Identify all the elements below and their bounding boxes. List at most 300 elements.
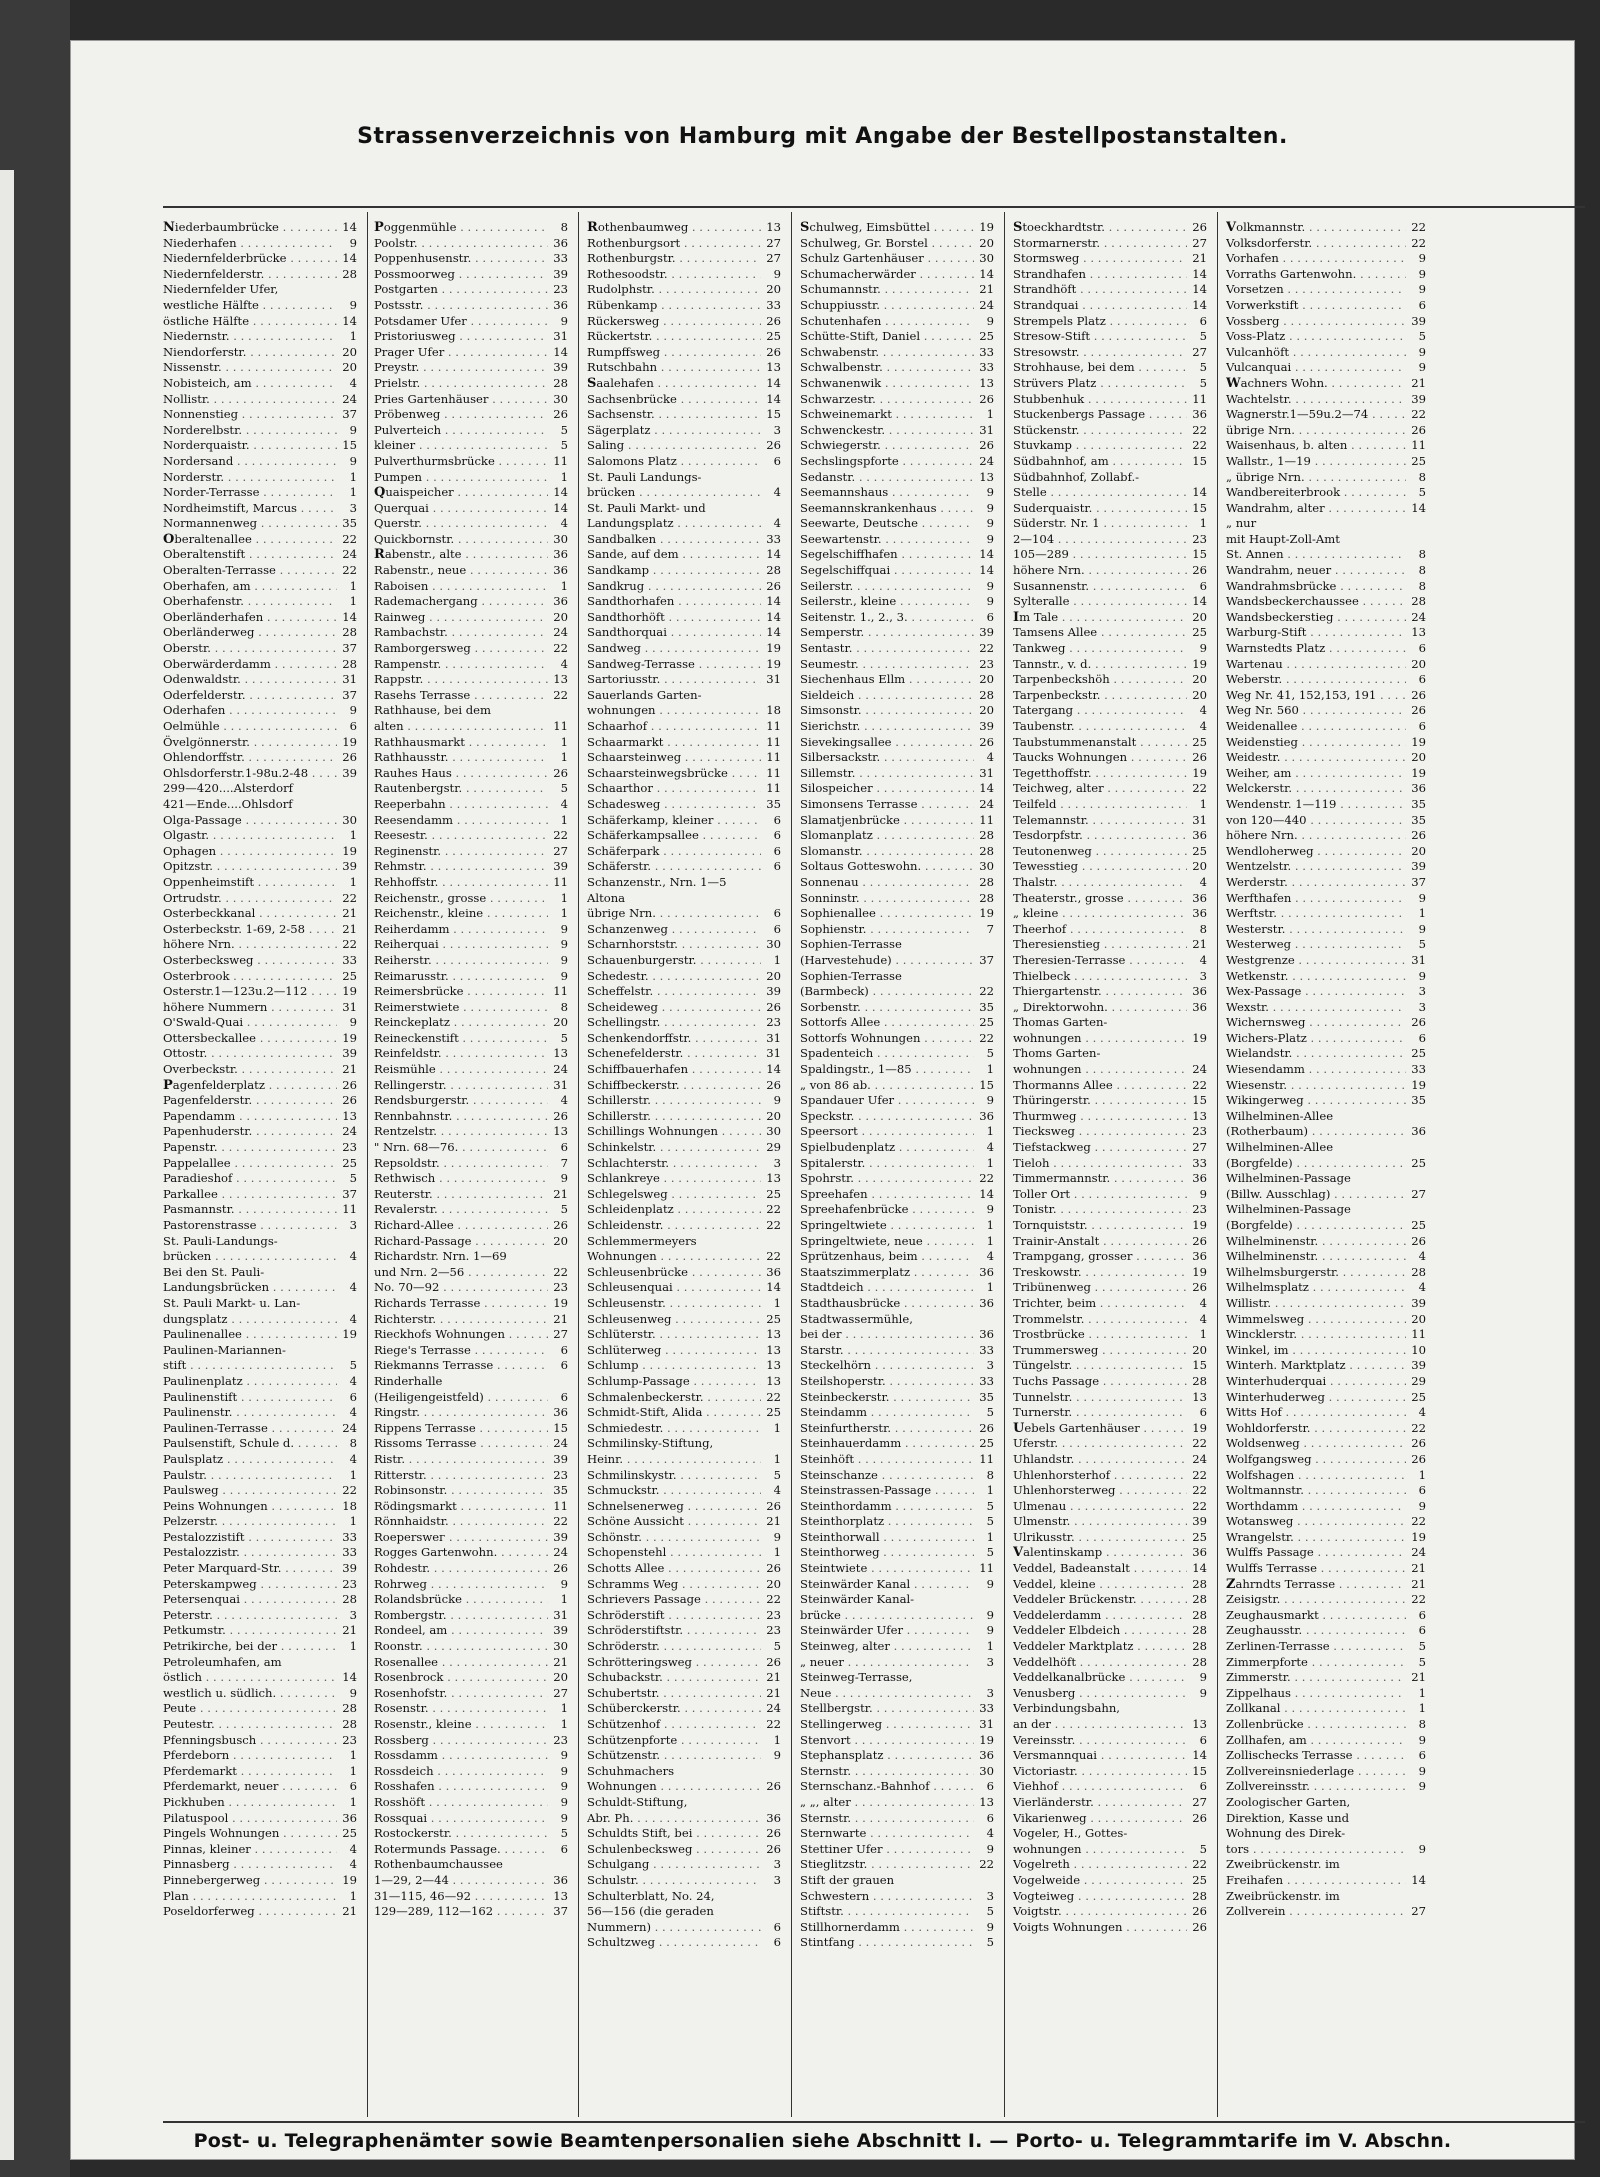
street-entry <box>800 937 994 953</box>
postal-office-number: 4 <box>560 1093 568 1108</box>
postal-office-number: 19 <box>1411 1529 1426 1544</box>
street-entry <box>1226 407 1426 423</box>
street-name: Wex-Passage . . . <box>1226 984 1406 1000</box>
street-name: Oelmühle . . . <box>163 719 337 735</box>
postal-office-number <box>337 797 357 813</box>
street-name: Weberstr. . . . <box>1226 672 1406 688</box>
postal-office-number: 19 <box>979 220 994 234</box>
street-name: (Heiligengeistfeld) . . . <box>374 1390 548 1406</box>
postal-office-number: 13 <box>766 1171 781 1186</box>
street-entry <box>800 1795 994 1811</box>
postal-office-number: 5 <box>1418 329 1426 344</box>
street-entry <box>374 1265 568 1281</box>
street-entry <box>587 859 781 875</box>
postal-office-number: 15 <box>1192 1093 1207 1108</box>
street-name: (Barmbeck) . . . <box>800 984 974 1000</box>
street-entry <box>374 797 568 813</box>
postal-office-number: 1 <box>986 1529 994 1544</box>
street-name: Rückertstr. . . . <box>587 329 761 345</box>
street-name: Rentzelstr. . . . <box>374 1124 548 1140</box>
street-name: Wartenau . . . <box>1226 657 1406 673</box>
postal-office-number: 30 <box>553 1639 568 1654</box>
street-name: Zweibrückenstr. im <box>1226 1888 1340 1903</box>
street-entry <box>587 1935 781 1951</box>
postal-office-number: 22 <box>979 1857 994 1872</box>
street-name: Stadthausbrücke . . . <box>800 1296 974 1312</box>
postal-office-number: 21 <box>766 1685 781 1700</box>
postal-office-number: 4 <box>349 1249 357 1264</box>
street-entry <box>163 282 357 298</box>
postal-office-number: 22 <box>342 937 357 952</box>
street-name: Sedanstr. . . . <box>800 470 974 486</box>
postal-office-number: 9 <box>349 453 357 468</box>
postal-office-number: 27 <box>553 843 568 858</box>
postal-office-number: 4 <box>349 1280 357 1295</box>
postal-office-number: 28 <box>979 890 994 905</box>
street-entry <box>374 657 568 673</box>
postal-office-number: 27 <box>1411 1186 1426 1201</box>
street-name: Ritterstr. . . . <box>374 1468 548 1484</box>
street-name: Steinweg-Terrasse, <box>800 1670 913 1685</box>
postal-office-number: 19 <box>1192 765 1207 780</box>
street-name: Rossberg . . . <box>374 1733 548 1749</box>
street-entry <box>1013 969 1207 985</box>
postal-office-number: 19 <box>342 984 357 999</box>
street-entry <box>1226 781 1426 797</box>
postal-office-number: 33 <box>766 297 781 312</box>
street-entry <box>587 438 781 454</box>
postal-office-number: 13 <box>1192 1717 1207 1731</box>
street-entry <box>587 735 781 751</box>
postal-office-number: 26 <box>1411 1436 1426 1451</box>
street-entry <box>587 236 781 252</box>
street-name: Winkel, im . . . <box>1226 1343 1406 1359</box>
street-entry <box>374 392 568 408</box>
postal-office-number: 1 <box>560 1701 568 1716</box>
street-entry <box>163 844 357 860</box>
postal-office-number: 37 <box>553 1904 568 1919</box>
postal-office-number: 26 <box>766 1077 781 1092</box>
postal-office-number: 26 <box>979 438 994 453</box>
street-entry <box>374 1748 568 1764</box>
street-entry <box>587 797 781 813</box>
street-entry <box>587 579 781 595</box>
street-name: Reiherdamm . . . <box>374 922 548 938</box>
street-entry <box>587 1109 781 1125</box>
street-entry <box>1013 1811 1207 1827</box>
street-entry <box>163 766 357 782</box>
street-name: Osterbecksweg . . . <box>163 953 337 969</box>
street-entry <box>1226 1046 1426 1062</box>
street-name: Victoriastr. . . . <box>1013 1764 1187 1780</box>
postal-office-number: 5 <box>986 1904 994 1919</box>
street-name: Wilhelminenstr. . . . <box>1226 1249 1406 1265</box>
street-entry <box>1013 1795 1207 1811</box>
street-entry <box>800 766 994 782</box>
postal-office-number: 4 <box>560 516 568 531</box>
street-name: Westerweg . . . <box>1226 937 1406 953</box>
street-entry <box>374 532 568 548</box>
postal-office-number: 20 <box>342 360 357 375</box>
postal-office-number: 4 <box>349 1857 357 1872</box>
street-entry <box>1226 641 1426 657</box>
street-entry <box>1013 719 1207 735</box>
street-entry <box>374 1374 568 1390</box>
street-entry <box>163 516 357 532</box>
postal-office-number: 9 <box>1418 890 1426 905</box>
street-name: Vossberg . . . <box>1226 314 1406 330</box>
street-name: Schanzenweg . . . <box>587 922 761 938</box>
street-entry <box>587 1468 781 1484</box>
street-entry <box>587 657 781 673</box>
postal-office-number: 1 <box>1418 1685 1426 1700</box>
street-entry <box>1013 1468 1207 1484</box>
street-name: Altona <box>587 890 626 905</box>
street-entry <box>1013 1156 1207 1172</box>
postal-office-number: 9 <box>773 1529 781 1544</box>
street-name: Sandkrug . . . <box>587 579 761 595</box>
street-entry <box>374 1483 568 1499</box>
postal-office-number: 14 <box>979 266 994 281</box>
street-name: Vulcanquai . . . <box>1226 360 1406 376</box>
street-name: Speckstr. . . . <box>800 1109 974 1125</box>
postal-office-number: 8 <box>1418 563 1426 578</box>
postal-office-number: 31 <box>766 1046 781 1061</box>
street-name: Schmalenbeckerstr. . . . <box>587 1390 761 1406</box>
street-entry <box>1226 735 1426 751</box>
postal-office-number: 1 <box>773 1545 781 1560</box>
street-entry <box>587 1779 781 1795</box>
postal-office-number: 1 <box>986 1639 994 1654</box>
postal-office-number: 14 <box>766 1062 781 1077</box>
street-entry <box>1226 1390 1426 1406</box>
street-entry <box>1013 1234 1207 1250</box>
postal-office-number: 8 <box>986 1467 994 1482</box>
street-entry <box>163 1577 357 1593</box>
street-name: Spreehafen . . . <box>800 1187 974 1203</box>
postal-office-number: 3 <box>773 1872 781 1887</box>
street-entry <box>163 1390 357 1406</box>
postal-office-number: 1 <box>560 906 568 921</box>
street-name: Sandthorquai . . . <box>587 625 761 641</box>
postal-office-number: 28 <box>342 1717 357 1731</box>
street-name: Rambachstr. . . . <box>374 625 548 641</box>
street-name: Paulsplatz . . . <box>163 1452 337 1468</box>
street-entry <box>800 953 994 969</box>
street-entry <box>587 1140 781 1156</box>
street-name: Sternstr. . . . <box>800 1811 974 1827</box>
postal-office-number: 20 <box>1411 750 1426 765</box>
street-entry <box>1226 501 1426 517</box>
postal-office-number: 31 <box>979 422 994 437</box>
street-name: Schönstr. . . . <box>587 1530 761 1546</box>
street-name: Pröbenweg . . . <box>374 407 548 423</box>
street-name: Richterstr. . . . <box>374 1312 548 1328</box>
postal-office-number: 14 <box>1192 594 1207 609</box>
street-name: Schleusenbrücke . . . <box>587 1265 761 1281</box>
postal-office-number: 21 <box>553 1186 568 1201</box>
postal-office-number: 14 <box>979 547 994 562</box>
street-name: 56—156 (die geraden <box>587 1904 714 1919</box>
street-name: Willistr. . . . <box>1226 1296 1406 1312</box>
street-entry <box>1226 1000 1426 1016</box>
postal-office-number: 13 <box>553 1888 568 1903</box>
street-name: Schlankreye . . . <box>587 1171 761 1187</box>
street-entry <box>374 298 568 314</box>
street-entry <box>163 953 357 969</box>
postal-office-number: 21 <box>766 1670 781 1685</box>
street-name: Peter Marquard-Str. . . . <box>163 1561 337 1577</box>
street-name: Steinwärder Kanal- <box>800 1592 915 1607</box>
street-name: Schellingstr. . . . <box>587 1015 761 1031</box>
street-name: Rappstr. . . . <box>374 672 548 688</box>
postal-office-number: 11 <box>1411 438 1426 453</box>
street-entry <box>1013 1000 1207 1016</box>
street-entry <box>800 906 994 922</box>
street-entry <box>1013 797 1207 813</box>
postal-office-number: 37 <box>342 687 357 702</box>
street-entry <box>1013 1920 1207 1936</box>
street-name: Ophagen . . . <box>163 844 337 860</box>
street-name: 299—420....Alsterdorf <box>163 781 293 796</box>
postal-office-number: 26 <box>766 1826 781 1841</box>
street-name: Warburg-Stift . . . <box>1226 625 1406 641</box>
street-entry <box>1226 1701 1426 1717</box>
postal-office-number: 9 <box>1418 1763 1426 1778</box>
street-name: Schedestr. . . . <box>587 969 761 985</box>
postal-office-number: 28 <box>1192 1888 1207 1903</box>
postal-office-number: 9 <box>986 1576 994 1591</box>
street-entry <box>163 719 357 735</box>
street-name: Paulinenstift . . . <box>163 1390 337 1406</box>
street-entry <box>374 1639 568 1655</box>
street-name: Schenefelderstr. . . . <box>587 1046 761 1062</box>
postal-office-number: 36 <box>1192 1171 1207 1186</box>
postal-office-number: 6 <box>986 1779 994 1794</box>
street-name: und Nrn. 2—56 . . . <box>374 1265 548 1281</box>
street-entry <box>587 984 781 1000</box>
postal-office-number: 26 <box>1411 1233 1426 1248</box>
street-entry <box>374 267 568 283</box>
street-name: Pilatuspool . . . <box>163 1811 337 1827</box>
street-entry <box>163 625 357 641</box>
street-name: wohnungen . . . <box>1013 1062 1187 1078</box>
street-name: Spandauer Ufer . . . <box>800 1093 974 1109</box>
postal-office-number <box>1406 1857 1426 1873</box>
street-entry <box>163 1468 357 1484</box>
street-entry <box>163 563 357 579</box>
street-name: 105—289 . . . <box>1013 547 1187 563</box>
street-entry <box>374 1592 568 1608</box>
postal-office-number: 36 <box>1192 1249 1207 1264</box>
street-entry <box>374 1811 568 1827</box>
street-name: Osterbeckstr. 1-69, 2-58 . . . <box>163 922 337 938</box>
street-entry <box>800 813 994 829</box>
postal-office-number: 35 <box>553 1483 568 1498</box>
street-name: Prager Ufer . . . <box>374 345 548 361</box>
postal-office-number: 14 <box>979 563 994 578</box>
street-entry <box>1226 1312 1426 1328</box>
street-entry <box>1013 298 1207 314</box>
street-entry <box>587 1171 781 1187</box>
street-entry <box>1013 1343 1207 1359</box>
postal-office-number: 37 <box>1411 874 1426 889</box>
postal-office-number: 33 <box>342 1529 357 1544</box>
postal-office-number <box>337 1343 357 1359</box>
street-entry <box>800 891 994 907</box>
street-name: Schlachterstr. . . . <box>587 1156 761 1172</box>
street-entry <box>374 688 568 704</box>
street-name: Theaterstr., grosse . . . <box>1013 891 1187 907</box>
postal-office-number: 1 <box>1199 1327 1207 1342</box>
street-entry <box>800 875 994 891</box>
street-name: Thomas Garten- <box>1013 1015 1108 1030</box>
street-name: Reginenstr. . . . <box>374 844 548 860</box>
street-entry <box>374 1187 568 1203</box>
postal-office-number: 37 <box>979 952 994 967</box>
street-entry <box>163 1421 357 1437</box>
postal-office-number: 22 <box>1192 781 1207 796</box>
street-entry <box>800 1733 994 1749</box>
postal-office-number: 24 <box>553 1436 568 1451</box>
street-entry <box>587 1608 781 1624</box>
street-name: Wrangelstr. . . . <box>1226 1530 1406 1546</box>
street-entry <box>163 1343 357 1359</box>
street-entry <box>1226 1545 1426 1561</box>
postal-office-number: 25 <box>1192 1529 1207 1544</box>
street-entry <box>587 1436 781 1452</box>
street-entry <box>587 1249 781 1265</box>
postal-office-number: 23 <box>766 1623 781 1638</box>
street-entry <box>1013 438 1207 454</box>
street-name: Steinhöft . . . <box>800 1452 974 1468</box>
postal-office-number: 1 <box>349 594 357 609</box>
street-entry <box>1013 1561 1207 1577</box>
postal-office-number <box>761 501 781 517</box>
street-name: Werderstr. . . . <box>1226 875 1406 891</box>
street-entry <box>1013 314 1207 330</box>
street-name: Wandsbeckerchaussee . . . <box>1226 594 1406 610</box>
street-name: Oderhafen . . . <box>163 703 337 719</box>
street-name: Pingels Wohnungen . . . <box>163 1826 337 1842</box>
street-entry <box>163 1670 357 1686</box>
street-name: Sierichstr. . . . <box>800 719 974 735</box>
street-name: Schwalbenstr. . . . <box>800 360 974 376</box>
postal-office-number: 3 <box>773 422 781 437</box>
street-entry <box>163 1608 357 1624</box>
street-entry <box>374 1078 568 1094</box>
street-entry <box>163 1280 357 1296</box>
street-entry <box>1226 1842 1426 1858</box>
postal-office-number: 6 <box>773 921 781 936</box>
postal-office-number: 14 <box>553 500 568 515</box>
street-entry <box>800 1312 994 1328</box>
street-entry <box>587 1218 781 1234</box>
postal-office-number: 1 <box>349 1467 357 1482</box>
street-name: Schulenbecksweg . . . <box>587 1842 761 1858</box>
street-entry <box>374 922 568 938</box>
street-name: Wandsbeckerstieg . . . <box>1226 610 1406 626</box>
postal-office-number: 14 <box>1192 297 1207 312</box>
postal-office-number: 9 <box>986 485 994 500</box>
street-column-5 <box>1013 220 1207 2115</box>
postal-office-number: 22 <box>1192 1077 1207 1092</box>
street-name: Stettiner Ufer . . . <box>800 1842 974 1858</box>
postal-office-number: 5 <box>1418 1639 1426 1654</box>
street-entry <box>1013 1530 1207 1546</box>
street-name: Rolandsbrücke . . . <box>374 1592 548 1608</box>
postal-office-number: 15 <box>1192 453 1207 468</box>
postal-office-number: 5 <box>1199 1841 1207 1856</box>
postal-office-number: 22 <box>1192 1483 1207 1498</box>
street-entry <box>587 1031 781 1047</box>
street-name: Schütte-Stift, Daniel . . . <box>800 329 974 345</box>
postal-office-number: 5 <box>986 1514 994 1529</box>
postal-office-number: 21 <box>342 906 357 921</box>
postal-office-number: 20 <box>342 344 357 359</box>
postal-office-number: 4 <box>986 750 994 765</box>
street-name: Ottostr. . . . <box>163 1046 337 1062</box>
street-name: Rotermunds Passage. . . . <box>374 1842 548 1858</box>
street-entry <box>1226 1124 1426 1140</box>
postal-office-number: 7 <box>986 921 994 936</box>
street-entry <box>374 1436 568 1452</box>
street-entry <box>1226 1140 1426 1156</box>
street-name: Rossquai . . . <box>374 1811 548 1827</box>
street-entry <box>800 438 994 454</box>
street-entry <box>587 594 781 610</box>
street-entry <box>1226 1639 1426 1655</box>
street-entry <box>800 516 994 532</box>
street-entry <box>1226 937 1426 953</box>
street-name: Wiesendamm . . . <box>1226 1062 1406 1078</box>
street-entry <box>1226 875 1426 891</box>
street-entry <box>163 579 357 595</box>
street-name: O'Swald-Quai . . . <box>163 1015 337 1031</box>
street-entry <box>800 1779 994 1795</box>
postal-office-number: 39 <box>1192 1514 1207 1529</box>
postal-office-number: 23 <box>342 1140 357 1155</box>
postal-office-number: 9 <box>1418 251 1426 266</box>
street-entry <box>800 1701 994 1717</box>
postal-office-number: 30 <box>979 1763 994 1778</box>
street-name: Ulmenau . . . <box>1013 1499 1187 1515</box>
postal-office-number: 19 <box>342 1872 357 1887</box>
street-name: Pagenfelderstr. . . . <box>163 1093 337 1109</box>
postal-office-number: 13 <box>766 1327 781 1342</box>
postal-office-number: 9 <box>349 703 357 718</box>
street-name: Welckerstr. . . . <box>1226 781 1406 797</box>
street-entry <box>587 1795 781 1811</box>
street-entry <box>1013 1623 1207 1639</box>
postal-office-number: 9 <box>560 1763 568 1778</box>
postal-office-number: 30 <box>766 937 781 952</box>
street-name: „ neuer . . . <box>800 1655 974 1671</box>
postal-office-number: 4 <box>1418 1249 1426 1264</box>
street-entry <box>1226 1374 1426 1390</box>
street-entry <box>800 1826 994 1842</box>
street-name: Stenvort . . . <box>800 1733 974 1749</box>
postal-office-number: 20 <box>1192 859 1207 874</box>
postal-office-number: 23 <box>553 1280 568 1295</box>
street-entry <box>1226 703 1426 719</box>
postal-office-number: 5 <box>1418 1654 1426 1669</box>
postal-office-number <box>1187 1701 1207 1717</box>
street-name: Seitenstr. 1., 2., 3. . . . <box>800 610 974 626</box>
street-name: Trummersweg . . . <box>1013 1343 1187 1359</box>
street-name: 31—115, 46—92 . . . <box>374 1889 548 1905</box>
postal-office-number: 28 <box>1411 1264 1426 1279</box>
